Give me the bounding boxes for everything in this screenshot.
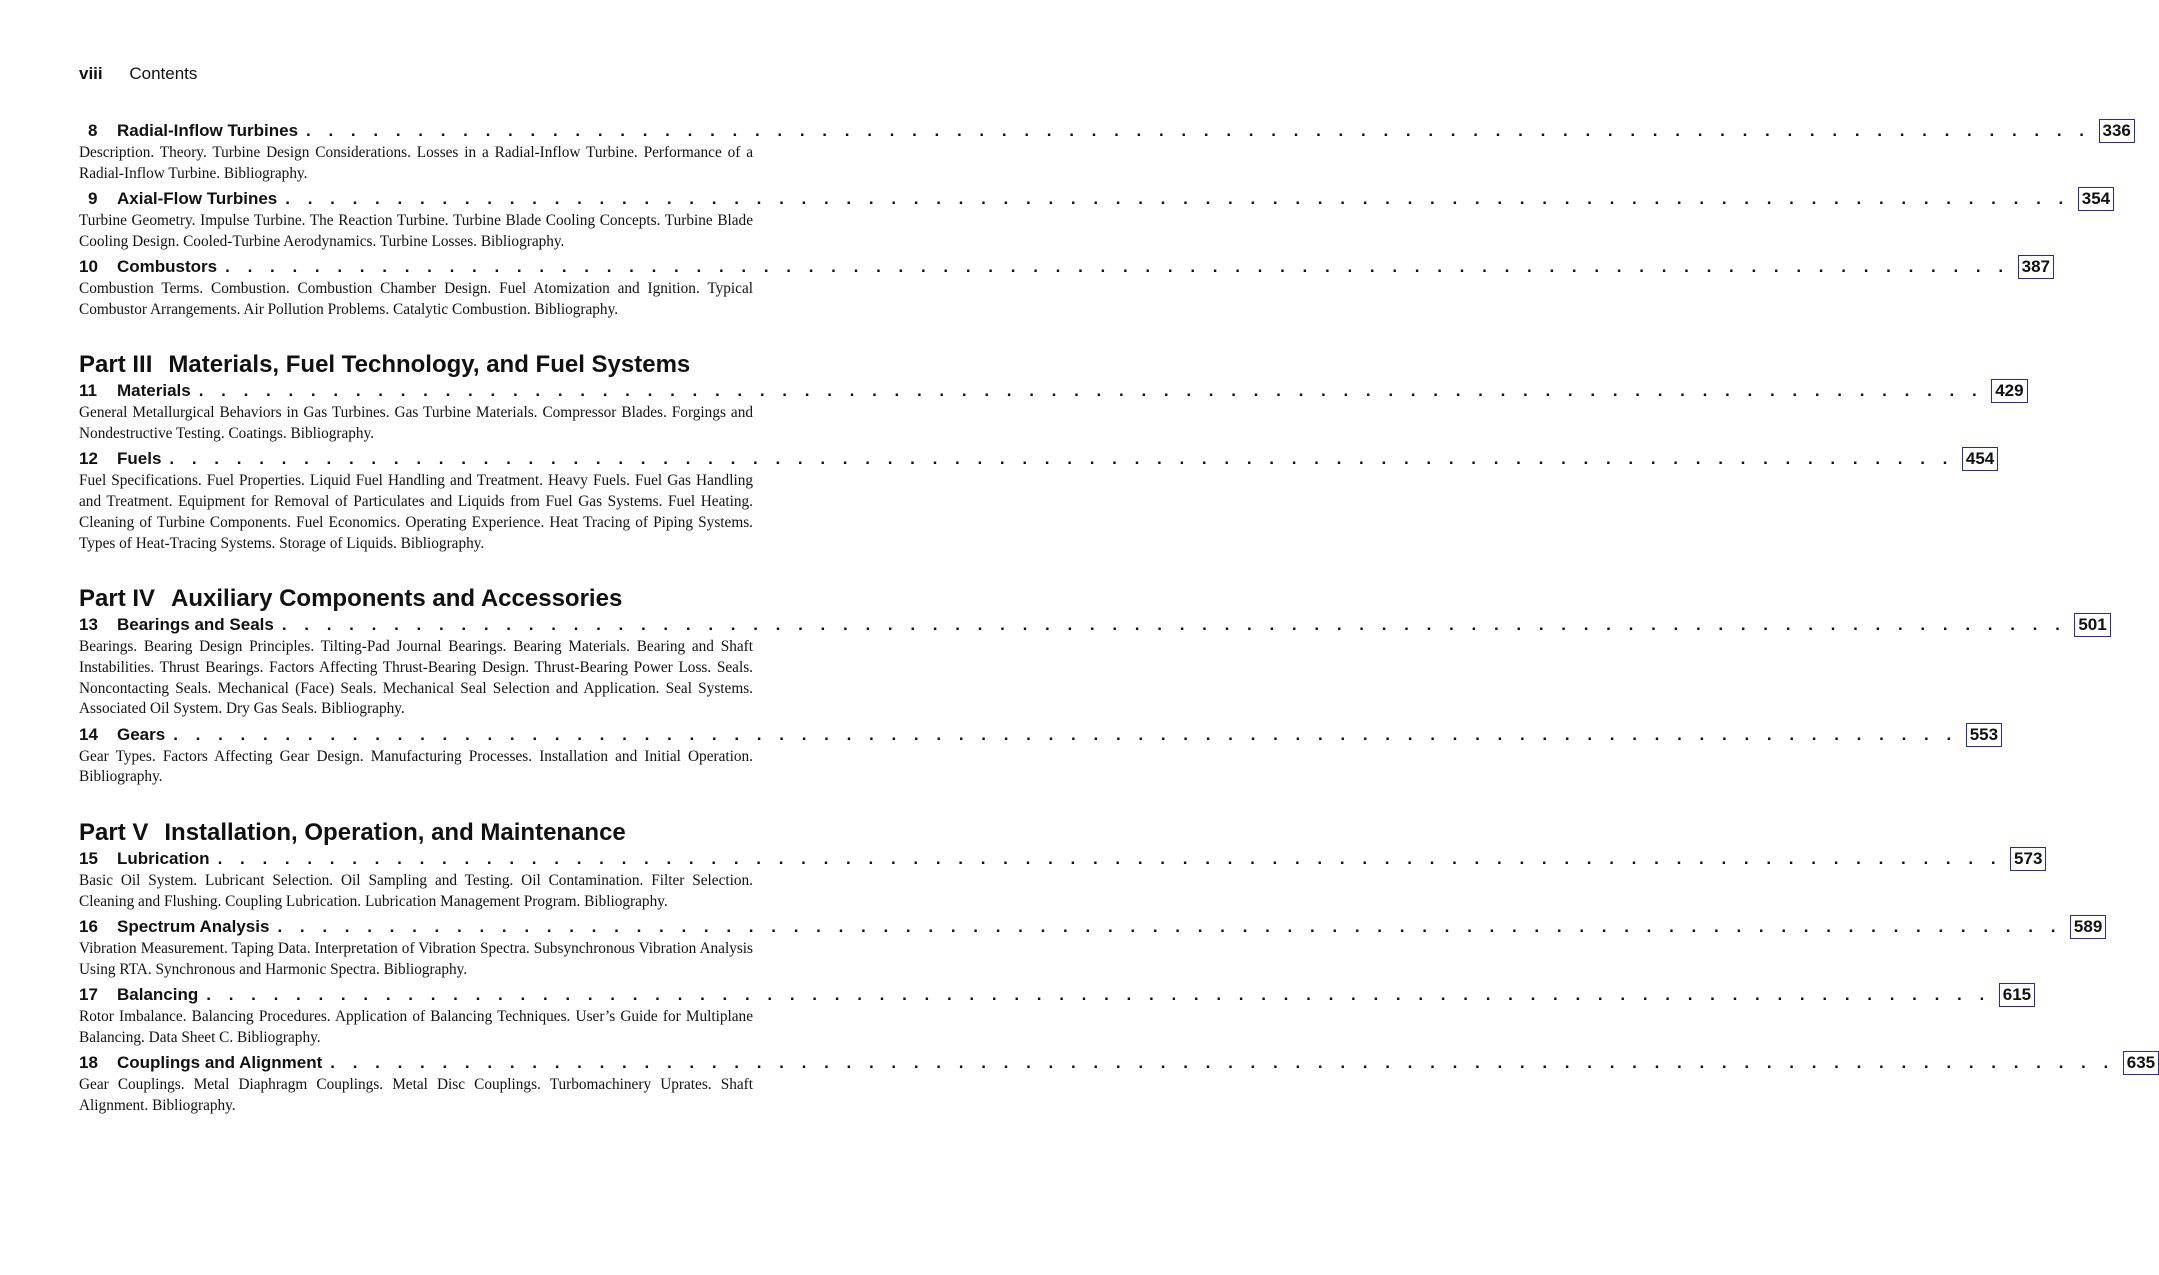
chapter-number: 8 — [88, 121, 98, 140]
dot-leader: . . . . . . . . . . . . . . . . . . . . . . . . . . . . . . . . . . . . . . . . . . . . . . . . . . . . . . . . . . . . . . . . . . . . . . . . . . . . . . . . — [306, 121, 2091, 140]
chapter-title[interactable]: Radial-Inflow Turbines — [117, 121, 299, 140]
part-title: Auxiliary Components and Accessories — [171, 585, 623, 613]
page-link[interactable]: 573 — [2010, 847, 2046, 871]
part-label: Part V — [79, 819, 149, 847]
chapter-entry[interactable] — [79, 983, 2032, 1007]
page-link[interactable]: 553 — [1966, 723, 2002, 747]
chapter-title[interactable]: Fuels — [117, 449, 162, 469]
running-title: Contents — [129, 64, 198, 83]
part-heading — [79, 819, 753, 847]
chapter-entry[interactable] — [79, 379, 2024, 403]
chapter-description: Rotor Imbalance. Balancing Procedures. Application of Balancing Techniques. User’s Guide for Multiplane Balancing. Data Sheet C. Bibliography. — [79, 1008, 753, 1046]
chapter-number: 15 — [79, 849, 98, 869]
chapter-title[interactable]: Axial-Flow Turbines — [117, 189, 278, 208]
chapter-number: 11 — [79, 381, 97, 401]
chapter-title[interactable]: Combustors — [117, 257, 218, 276]
chapter-number: 17 — [79, 985, 98, 1005]
chapter-number: 16 — [79, 917, 98, 937]
chapter-number: 13 — [79, 615, 98, 635]
page-link[interactable]: 387 — [2018, 255, 2054, 279]
chapter-description: Basic Oil System. Lubricant Selection. Oil Sampling and Testing. Oil Contamination. Filter Selection. Cleaning and Flushing. Coupling Lubrication. Lubrication Management Program. Bibliography. — [79, 872, 753, 910]
dot-leader: . . . . . . . . . . . . . . . . . . . . . . . . . . . . . . . . . . . . . . . . . . . . . . . . . . . . . . . . . . . . . . . . . . . . . . . . . . . . . . . . — [198, 381, 1984, 401]
chapter-entry[interactable] — [79, 187, 2111, 211]
dot-leader: . . . . . . . . . . . . . . . . . . . . . . . . . . . . . . . . . . . . . . . . . . . . . . . . . . . . . . . . . . . . . . . . . . . . . . . . . . . . . . . . — [330, 1053, 2115, 1073]
page-number: viii — [79, 64, 103, 83]
page-link[interactable]: 589 — [2070, 915, 2106, 939]
chapter-entry[interactable] — [79, 255, 2050, 279]
page-link[interactable]: 429 — [1991, 379, 2027, 403]
chapter-description: Bearings. Bearing Design Principles. Tilting-Pad Journal Bearings. Bearing Materials. Bearing and Shaft Instabilities. Thrust Bearings. Factors Affecting Thrust-Bearing Design. Thrust-Bearing Power Loss. Seals. Noncontacting Seals. Mechanical (Face) Seals. Mechanical Seal Selection and Application. Seal Systems. Associated Oil System. Dry Gas Seals. Bibliography. — [79, 638, 753, 718]
chapter-entry[interactable] — [79, 613, 2107, 637]
table-of-contents — [79, 119, 2156, 1119]
chapter-number: 14 — [79, 724, 98, 744]
chapter-number: 12 — [79, 449, 98, 469]
chapter-description: Description. Theory. Turbine Design Considerations. Losses in a Radial-Inflow Turbine. Performance of a Radial-Inflow Turbine. Bibliography. — [79, 144, 753, 182]
dot-leader: . . . . . . . . . . . . . . . . . . . . . . . . . . . . . . . . . . . . . . . . . . . . . . . . . . . . . . . . . . . . . . . . . . . . . . . . . . . . . . . . — [217, 849, 2003, 869]
chapter-entry[interactable] — [79, 447, 1995, 471]
part-label: Part IV — [79, 585, 156, 613]
chapter-description: Combustion Terms. Combustion. Combustion Chamber Design. Fuel Atomization and Ignition. Typical Combustor Arrangements. Air Pollution Problems. Catalytic Combustion. Bibliography. — [79, 280, 753, 318]
chapter-entry[interactable] — [79, 723, 1999, 747]
running-header — [79, 64, 197, 84]
chapter-title[interactable]: Couplings and Alignment — [117, 1053, 323, 1073]
chapter-description: General Metallurgical Behaviors in Gas Turbines. Gas Turbine Materials. Compressor Blades. Forgings and Nondestructive Testing. Coatings. Bibliography. — [79, 404, 753, 443]
chapter-title[interactable]: Materials — [117, 381, 191, 401]
page-link[interactable]: 354 — [2078, 187, 2114, 211]
dot-leader: . . . . . . . . . . . . . . . . . . . . . . . . . . . . . . . . . . . . . . . . . . . . . . . . . . . . . . . . . . . . . . . . . . . . . . . . . . . . . . . . — [225, 257, 2010, 276]
page-link[interactable]: 501 — [2074, 613, 2110, 637]
part-heading — [79, 351, 753, 379]
chapter-description: Turbine Geometry. Impulse Turbine. The Reaction Turbine. Turbine Blade Cooling Concepts. Turbine Blade Cooling Design. Cooled-Turbine Aerodynamics. Turbine Losses. Bibliography. — [79, 212, 753, 250]
dot-leader: . . . . . . . . . . . . . . . . . . . . . . . . . . . . . . . . . . . . . . . . . . . . . . . . . . . . . . . . . . . . . . . . . . . . . . . . . . . . . . . . — [285, 189, 2070, 208]
part-label: Part III — [79, 351, 153, 379]
chapter-title[interactable]: Bearings and Seals — [117, 615, 274, 635]
chapter-title[interactable]: Lubrication — [117, 849, 210, 869]
chapter-title[interactable]: Spectrum Analysis — [117, 917, 270, 937]
chapter-entry[interactable] — [79, 1051, 2156, 1075]
page-link[interactable]: 336 — [2099, 119, 2135, 143]
page-link[interactable]: 635 — [2123, 1051, 2159, 1075]
part-title: Materials, Fuel Technology, and Fuel Systems — [168, 351, 691, 379]
dot-leader: . . . . . . . . . . . . . . . . . . . . . . . . . . . . . . . . . . . . . . . . . . . . . . . . . . . . . . . . . . . . . . . . . . . . . . . . . . . . . . . . — [173, 724, 1958, 744]
part-heading — [79, 585, 753, 613]
page-link[interactable]: 454 — [1962, 447, 1998, 471]
dot-leader: . . . . . . . . . . . . . . . . . . . . . . . . . . . . . . . . . . . . . . . . . . . . . . . . . . . . . . . . . . . . . . . . . . . . . . . . . . . . . . . . — [281, 615, 2067, 635]
page-link[interactable]: 615 — [1999, 983, 2035, 1007]
chapter-number: 9 — [88, 189, 98, 208]
chapter-number: 18 — [79, 1053, 98, 1073]
chapter-description: Gear Types. Factors Affecting Gear Design. Manufacturing Processes. Installation and Initial Operation. Bibliography. — [79, 747, 753, 786]
chapter-number: 10 — [79, 257, 98, 276]
chapter-entry[interactable] — [79, 847, 2043, 871]
dot-leader: . . . . . . . . . . . . . . . . . . . . . . . . . . . . . . . . . . . . . . . . . . . . . . . . . . . . . . . . . . . . . . . . . . . . . . . . . . . . . . . . — [206, 985, 1991, 1005]
dot-leader: . . . . . . . . . . . . . . . . . . . . . . . . . . . . . . . . . . . . . . . . . . . . . . . . . . . . . . . . . . . . . . . . . . . . . . . . . . . . . . . . — [169, 449, 1954, 469]
chapter-entry[interactable] — [79, 119, 2131, 143]
dot-leader: . . . . . . . . . . . . . . . . . . . . . . . . . . . . . . . . . . . . . . . . . . . . . . . . . . . . . . . . . . . . . . . . . . . . . . . . . . . . . . . . — [277, 917, 2062, 937]
chapter-entry[interactable] — [79, 915, 2103, 939]
chapter-description: Gear Couplings. Metal Diaphragm Couplings. Metal Disc Couplings. Turbomachinery Uprates. Shaft Alignment. Bibliography. — [79, 1076, 753, 1114]
chapter-title[interactable]: Balancing — [117, 985, 199, 1005]
chapter-description: Fuel Specifications. Fuel Properties. Liquid Fuel Handling and Treatment. Heavy Fuels. Fuel Gas Handling and Treatment. Equipment for Removal of Particulates and Liquids from Fuel Gas Systems. Fuel Heating. Cleaning of Turbine Components. Fuel Economics. Operating Experience. Heat Tracing of Piping Systems. Types of Heat-Tracing Systems. Storage of Liquids. Bibliography. — [79, 472, 753, 552]
chapter-title[interactable]: Gears — [117, 724, 166, 744]
chapter-description: Vibration Measurement. Taping Data. Interpretation of Vibration Spectra. Subsynchronous Vibration Analysis Using RTA. Synchronous and Harmonic Spectra. Bibliography. — [79, 940, 753, 978]
part-title: Installation, Operation, and Maintenance — [164, 819, 626, 847]
